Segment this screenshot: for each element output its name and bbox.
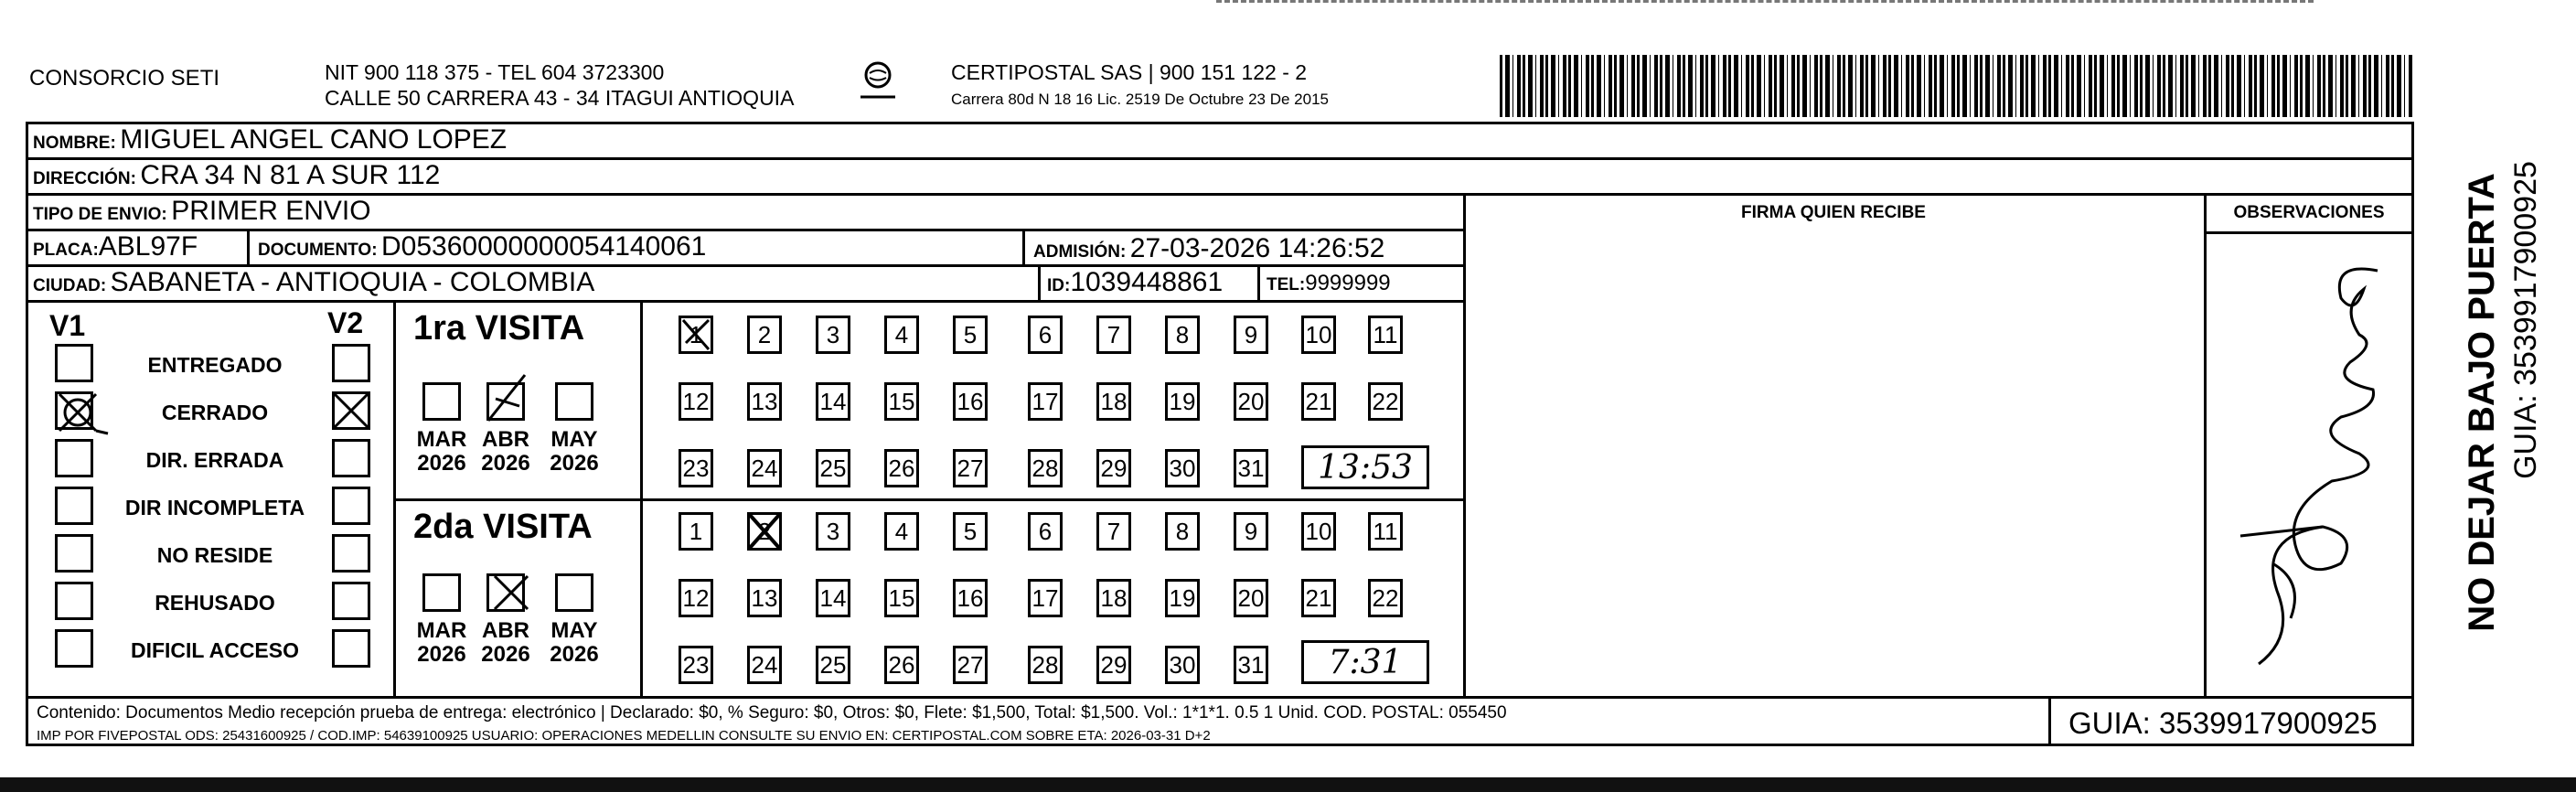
status-label: DIR. ERRADA <box>145 448 284 472</box>
cerrado-v1-mark <box>55 390 110 435</box>
v2-checkbox <box>332 534 370 573</box>
day-box: 9 <box>1234 512 1268 551</box>
month-checkbox <box>555 382 593 421</box>
day-box: 1 <box>679 512 713 551</box>
nombre-field: NOMBRE: MIGUEL ANGEL CANO LOPEZ <box>33 124 508 155</box>
day-box: 24 <box>747 449 782 487</box>
day-box: 29 <box>1096 449 1131 487</box>
status-label: CERRADO <box>161 401 269 424</box>
day-box: 19 <box>1165 382 1200 421</box>
month-label: MAY 2026 <box>550 618 599 668</box>
side-no-dejar: NO DEJAR BAJO PUERTA <box>2462 173 2502 632</box>
day-box: 5 <box>953 512 988 551</box>
day-box: 11 <box>1368 316 1403 354</box>
license-line: Carrera 80d N 18 16 Lic. 2519 De Octubre 23 De 2015 <box>951 91 1329 108</box>
status-label: DIR INCOMPLETA <box>124 496 305 519</box>
day-box: 20 <box>1234 382 1268 421</box>
day-box: 18 <box>1096 382 1131 421</box>
day-box: 4 <box>884 512 919 551</box>
v1-checkbox <box>55 439 93 477</box>
certipostal-line: CERTIPOSTAL SAS | 900 151 122 - 2 <box>951 60 1308 84</box>
day-box: 7 <box>1096 316 1131 354</box>
visit2-day2-mark <box>747 512 782 551</box>
visit2-time: 7:31 <box>1301 640 1429 684</box>
day-box: 25 <box>816 449 850 487</box>
day-box: 13 <box>747 579 782 617</box>
day-box: 31 <box>1234 646 1268 684</box>
company-name: CONSORCIO SETI <box>29 66 220 91</box>
day-box: 24 <box>747 646 782 684</box>
day-box: 27 <box>953 449 988 487</box>
side-guia: GUIA: 3539917900925 <box>2508 161 2543 479</box>
top-edge-mark <box>1216 0 2314 6</box>
tel-field: TEL:9999999 <box>1267 271 1391 295</box>
v1-checkbox <box>55 487 93 525</box>
day-box: 2 <box>747 316 782 354</box>
day-box: 31 <box>1234 449 1268 487</box>
admision-value: 27-03-2026 14:26:52 <box>1129 233 1385 263</box>
status-label: ENTREGADO <box>147 353 283 377</box>
day-box: 6 <box>1028 512 1063 551</box>
address-line: CALLE 50 CARRERA 43 - 34 ITAGUI ANTIOQUIA <box>325 86 795 110</box>
day-box: 26 <box>884 646 919 684</box>
footer-guia: GUIA: 3539917900925 <box>2068 706 2378 740</box>
day-box: 22 <box>1368 382 1403 421</box>
status-label: NO RESIDE <box>156 543 273 567</box>
day-box: 8 <box>1165 512 1200 551</box>
day-box: 17 <box>1028 579 1063 617</box>
documento-field: DOCUMENTO: D05360000000054140061 <box>258 231 707 262</box>
v2-label: V2 <box>327 306 364 339</box>
day-box: 22 <box>1368 579 1403 617</box>
placa-field: PLACA:ABL97F <box>33 231 198 262</box>
day-box: 27 <box>953 646 988 684</box>
day-box: 12 <box>679 382 713 421</box>
month-checkbox <box>555 573 593 612</box>
ciudad-value: SABANETA - ANTIOQUIA - COLOMBIA <box>110 267 595 297</box>
month-label: ABR 2026 <box>481 618 530 668</box>
day-box: 26 <box>884 449 919 487</box>
day-box: 20 <box>1234 579 1268 617</box>
nombre-value: MIGUEL ANGEL CANO LOPEZ <box>120 124 508 155</box>
day-box: 29 <box>1096 646 1131 684</box>
day-box: 7 <box>1096 512 1131 551</box>
direccion-value: CRA 34 N 81 A SUR 112 <box>140 160 441 190</box>
visit1-day1-mark <box>679 316 713 354</box>
cerrado-v2-mark <box>332 391 370 430</box>
visit2-title: 2da VISITA <box>413 508 593 546</box>
day-box: 8 <box>1165 316 1200 354</box>
observaciones-header: OBSERVACIONES <box>2233 203 2385 222</box>
visit2-abr-mark <box>492 573 530 612</box>
day-box: 23 <box>679 449 713 487</box>
footer-line1: Contenido: Documentos Medio recepción prueba de entrega: electrónico | Declarado: $0, % Seguro: $0, Otros: $0, Flete: $1,500, Total: $1,500. Vol.: 1*1*1. 0.5 1 Unid. COD. POSTAL: 055450 <box>37 703 1507 722</box>
day-box: 21 <box>1301 579 1336 617</box>
v2-checkbox <box>332 582 370 620</box>
day-box: 28 <box>1028 449 1063 487</box>
placa-value: ABL97F <box>98 231 198 262</box>
v1-checkbox <box>55 582 93 620</box>
day-box: 21 <box>1301 382 1336 421</box>
day-box: 16 <box>953 382 988 421</box>
nit-line: NIT 900 118 375 - TEL 604 3723300 <box>325 60 665 84</box>
day-box: 14 <box>816 382 850 421</box>
day-box: 12 <box>679 579 713 617</box>
month-label: MAY 2026 <box>550 427 599 476</box>
day-box: 11 <box>1368 512 1403 551</box>
status-label: DIFICIL ACCESO <box>130 638 299 662</box>
day-box: 19 <box>1165 579 1200 617</box>
visit1-abr-mark <box>483 369 534 426</box>
day-box: 15 <box>884 579 919 617</box>
month-checkbox <box>422 382 461 421</box>
day-box: 17 <box>1028 382 1063 421</box>
v1-checkbox <box>55 629 93 668</box>
id-value: 1039448861 <box>1070 267 1224 297</box>
day-box: 30 <box>1165 449 1200 487</box>
day-box: 25 <box>816 646 850 684</box>
signature <box>2204 234 2414 691</box>
day-box: 1 <box>679 316 713 354</box>
bottom-edge <box>0 777 2576 792</box>
day-box: 23 <box>679 646 713 684</box>
day-box: 6 <box>1028 316 1063 354</box>
id-field: ID:1039448861 <box>1047 267 1224 297</box>
ciudad-field: CIUDAD: SABANETA - ANTIOQUIA - COLOMBIA <box>33 267 595 297</box>
firma-header: FIRMA QUIEN RECIBE <box>1741 203 1926 222</box>
visit1-title: 1ra VISITA <box>413 309 585 348</box>
day-box: 3 <box>816 512 850 551</box>
day-box: 18 <box>1096 579 1131 617</box>
admision-field: ADMISIÓN: 27-03-2026 14:26:52 <box>1033 233 1385 263</box>
day-box: 10 <box>1301 316 1336 354</box>
v2-checkbox <box>332 629 370 668</box>
tel-value: 9999999 <box>1305 271 1391 295</box>
v1-checkbox <box>55 534 93 573</box>
day-box: 14 <box>816 579 850 617</box>
day-box: 16 <box>953 579 988 617</box>
visit1-time: 13:53 <box>1301 445 1429 489</box>
v2-checkbox <box>332 487 370 525</box>
status-label: REHUSADO <box>155 591 275 615</box>
v2-checkbox <box>332 344 370 382</box>
v1-checkbox <box>55 344 93 382</box>
barcode <box>1500 55 2414 117</box>
footer-line2: IMP POR FIVEPOSTAL ODS: 25431600925 / COD.IMP: 54639100925 USUARIO: OPERACIONES MEDELLIN CONSULTE SU ENVIO EN: CERTIPOSTAL.COM SOBRE ETA: 2026-03-31 D+2 <box>37 728 1211 744</box>
day-box: 28 <box>1028 646 1063 684</box>
day-box: 13 <box>747 382 782 421</box>
month-checkbox <box>422 573 461 612</box>
day-box: 5 <box>953 316 988 354</box>
day-box: 2 <box>747 512 782 551</box>
day-box: 3 <box>816 316 850 354</box>
month-label: MAR 2026 <box>416 427 467 476</box>
tipo-value: PRIMER ENVIO <box>171 196 371 226</box>
day-box: 10 <box>1301 512 1336 551</box>
v1-label: V1 <box>49 309 86 342</box>
month-label: MAR 2026 <box>416 618 467 668</box>
direccion-field: DIRECCIÓN: CRA 34 N 81 A SUR 112 <box>33 160 441 190</box>
tipo-envio-field: TIPO DE ENVIO: PRIMER ENVIO <box>33 196 371 226</box>
day-box: 15 <box>884 382 919 421</box>
month-label: ABR 2026 <box>481 427 530 476</box>
day-box: 30 <box>1165 646 1200 684</box>
documento-value: D05360000000054140061 <box>381 231 707 262</box>
day-box: 4 <box>884 316 919 354</box>
day-box: 9 <box>1234 316 1268 354</box>
v2-checkbox <box>332 439 370 477</box>
certipostal-logo-icon <box>855 59 901 104</box>
